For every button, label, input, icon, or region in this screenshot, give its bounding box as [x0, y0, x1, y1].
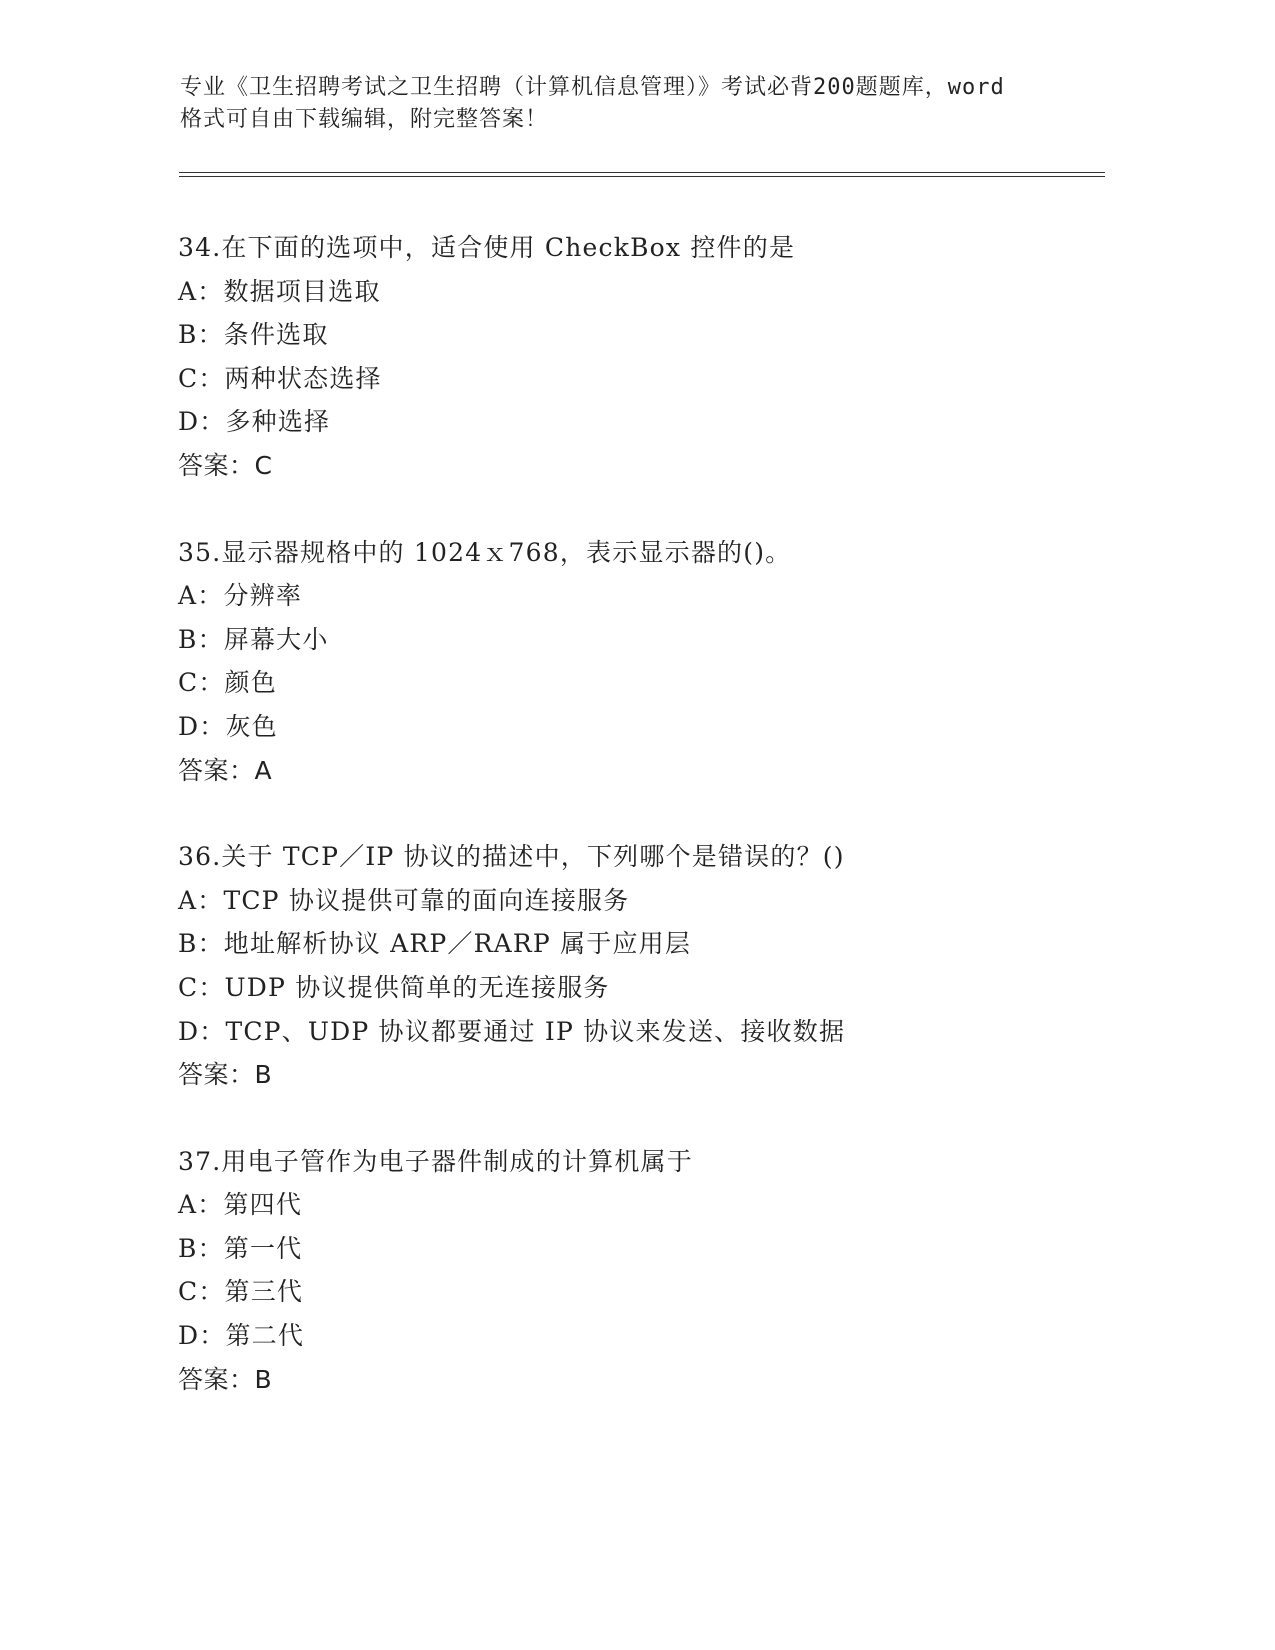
option-a: A：TCP 协议提供可靠的面向连接服务: [178, 885, 630, 915]
option-c: C：UDP 协议提供简单的无连接服务: [178, 972, 610, 1002]
answer-line: 答案：C: [178, 450, 273, 480]
question-list: [178, 226, 1078, 1444]
header-divider-top: [179, 172, 1105, 173]
option-a: A：数据项目选取: [178, 276, 381, 306]
option-b: B：第一代: [178, 1233, 303, 1263]
question-36: [178, 835, 1078, 1097]
answer-line: 答案：A: [178, 755, 273, 785]
question-35: [178, 531, 1078, 793]
option-b: B：地址解析协议 ARP／RARP 属于应用层: [178, 929, 692, 959]
option-b: B：条件选取: [178, 320, 329, 350]
option-b: B：屏幕大小: [178, 624, 329, 654]
question-stem: 37.用电子管作为电子器件制成的计算机属于: [178, 1146, 693, 1176]
question-34: [178, 226, 1078, 488]
header-divider-bottom: [179, 176, 1105, 177]
option-d: D：灰色: [178, 711, 278, 741]
option-c: C：两种状态选择: [178, 363, 382, 393]
option-d: D：TCP、UDP 协议都要通过 IP 协议来发送、接收数据: [178, 1016, 846, 1046]
answer-line: 答案：B: [178, 1060, 273, 1090]
option-d: D：第二代: [178, 1321, 305, 1351]
option-d: D：多种选择: [178, 407, 331, 437]
option-c: C：颜色: [178, 668, 277, 698]
header-line-1: 专业《卫生招聘考试之卫生招聘（计算机信息管理）》考试必背200题题库，word: [180, 75, 1005, 100]
document-header: [180, 72, 1060, 136]
option-a: A：第四代: [178, 1190, 303, 1220]
question-stem: 35.显示器规格中的 1024ｘ768，表示显示器的()。: [178, 537, 792, 567]
header-line-2: 格式可自由下载编辑，附完整答案！: [180, 107, 549, 132]
option-c: C：第三代: [178, 1277, 304, 1307]
answer-line: 答案：B: [178, 1364, 273, 1394]
question-37: [178, 1140, 1078, 1402]
option-a: A：分辨率: [178, 581, 303, 611]
question-stem: 36.关于 TCP／IP 协议的描述中，下列哪个是错误的？(): [178, 842, 845, 872]
question-stem: 34.在下面的选项中，适合使用 CheckBox 控件的是: [178, 233, 796, 262]
